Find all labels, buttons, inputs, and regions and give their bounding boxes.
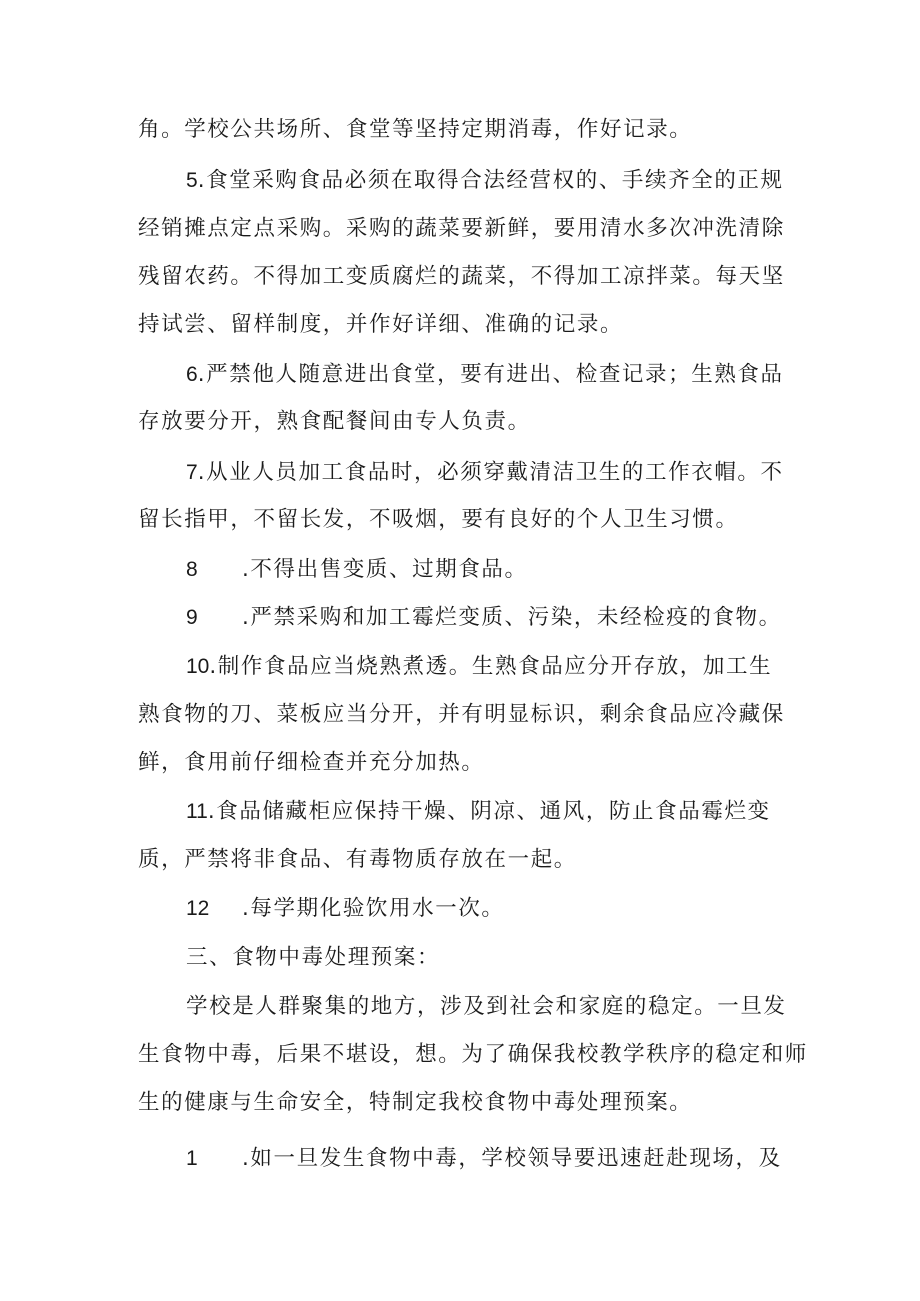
line-text: 持试尝、留样制度，并作好详细、准确的记录。 [138,312,624,337]
line-text: .每学期化验饮用水一次。 [242,896,505,921]
item-number: 5 [186,169,198,192]
numbered-item-9 [186,603,798,633]
text-line [138,505,798,535]
numbered-item-10 [186,652,798,682]
numbered-item-7 [186,458,798,488]
numbered-item-12 [186,894,798,924]
line-text: 生食物中毒，后果不堪设，想。为了确保我校教学秩序的稳定和师 [138,1042,808,1067]
text-line [138,115,798,145]
line-text: 经销摊点定点采购。采购的蔬菜要新鲜，要用清水多次冲洗清除 [138,216,785,241]
line-text: 学校是人群聚集的地方，涉及到社会和家庭的稳定。一旦发 [186,994,787,1019]
line-text: .制作食品应当烧熟煮透。生熟食品应分开存放，加工生 [209,654,773,679]
numbered-item-1 [186,1144,798,1174]
numbered-item-11 [186,797,798,827]
text-line [138,214,798,244]
item-number: 10 [186,655,210,678]
item-number: 9 [186,606,198,629]
line-text: .不得出售变质、过期食品。 [242,557,528,582]
item-number: 11 [186,800,208,823]
line-text: .如一旦发生食物中毒，学校领导要迅速赶赴现场，及 [242,1146,782,1171]
paragraph-start [186,992,798,1022]
text-line [138,310,798,340]
item-number: 12 [186,897,210,920]
item-number: 6 [186,363,198,386]
text-line [138,262,798,292]
line-text: .食品储藏柜应保持干燥、阴凉、通风，防止食品霉烂变 [207,799,771,824]
line-text: 熟食物的刀、菜板应当分开，并有明显标识，剩余食品应冷藏保 [138,702,785,727]
text-line [138,845,798,875]
line-text: 质，严禁将非食品、有毒物质存放在一起。 [138,847,577,872]
line-text: 鲜，食用前仔细检查并充分加热。 [138,750,485,775]
line-text: .食堂采购食品必须在取得合法经营权的、手续齐全的正规 [197,168,784,193]
text-line [138,1088,798,1118]
line-text: .严禁他人随意进出食堂，要有进出、检查记录；生熟食品 [197,362,784,387]
line-text: 残留农药。不得加工变质腐烂的蔬菜，不得加工凉拌菜。每天坚 [138,264,785,289]
item-number: 1 [186,1147,198,1170]
item-number: 7 [186,461,198,484]
text-line [138,748,798,778]
line-text: 三、食物中毒处理预案： [186,945,441,970]
line-text: .严禁采购和加工霉烂变质、污染，未经检疫的食物。 [242,605,782,630]
line-text: 角。学校公共场所、食堂等坚持定期消毒，作好记录。 [138,117,693,142]
numbered-item-6 [186,360,798,390]
line-text: 生的健康与生命安全，特制定我校食物中毒处理预案。 [138,1090,693,1115]
line-text: 留长指甲，不留长发，不吸烟，要有良好的个人卫生习惯。 [138,507,739,532]
numbered-item-5 [186,166,798,196]
item-number: 8 [186,558,198,581]
numbered-item-8 [186,555,798,585]
text-line [138,1040,808,1070]
text-line [138,407,798,437]
line-text: 存放要分开，熟食配餐间由专人负责。 [138,409,531,434]
line-text: .从业人员加工食品时，必须穿戴清洁卫生的工作衣帽。不 [197,460,784,485]
text-line [138,700,798,730]
section-heading [186,943,798,973]
